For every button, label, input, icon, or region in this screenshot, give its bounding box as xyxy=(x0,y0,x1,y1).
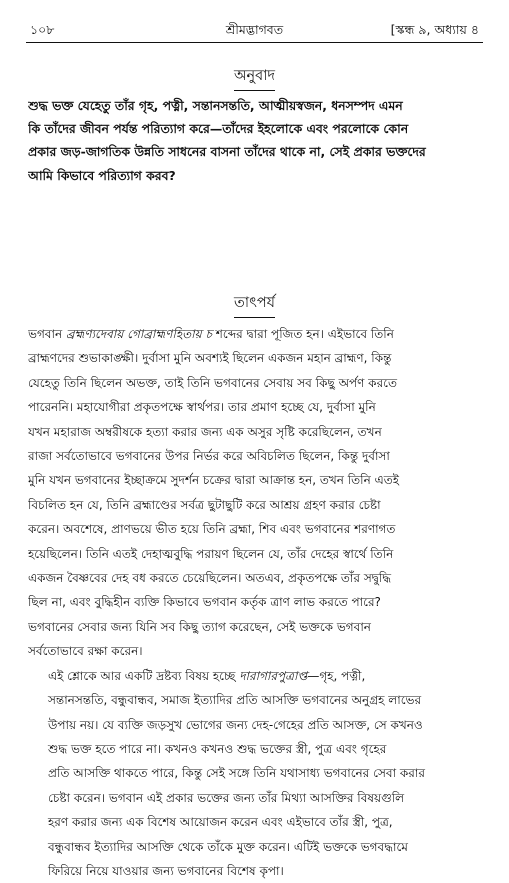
translation-text xyxy=(28,94,483,187)
chapter-reference: [স্কন্ধ ৯, অধ্যায় ৪ xyxy=(390,22,479,37)
translation-heading: অনুবাদ xyxy=(0,65,509,91)
purport-heading: তাৎপর্য xyxy=(0,292,509,318)
purport-paragraph-2 xyxy=(28,664,483,883)
purport-line: ফিরিয়ে নিয়ে যাওয়ার জন্য ভগবানের বিশেষ কৃপা। xyxy=(48,863,284,878)
purport-line: পারেননি। মহাযোগীরা প্রকৃতপক্ষে স্বার্থপর। তার প্রমাণ হচ্ছে যে, দুর্বাসা মুনি xyxy=(28,400,376,415)
sanskrit-quote: ব্রহ্মণ্যদেবায় গোব্রাহ্মণহিতায় চ xyxy=(65,327,212,341)
purport-paragraph-1 xyxy=(28,322,483,664)
purport-line: একজন বৈষ্ণবের দেহ বধ করতে চেয়েছিলেন। অতএব, প্রকৃতপক্ষে তাঁর সদ্বুদ্ধি xyxy=(28,571,392,586)
purport-line: এই শ্লোকে আর একটি দ্রষ্টব্য বিষয় হচ্ছে দারাগারপুত্রাপ্ত—গৃহ, পত্নী, xyxy=(48,668,366,683)
purport-line: মুনি যখন ভগবানের ইচ্ছাক্রমে সুদর্শন চক্রের দ্বারা আক্রান্ত হন, তখন তিনি এতই xyxy=(28,473,399,488)
purport-line: সন্তানসন্ততি, বন্ধুবান্ধব, সমাজ ইত্যাদির প্রতি আসক্তি ভগবানের অনুগ্রহ লাভের xyxy=(48,693,422,708)
page-header xyxy=(26,20,483,43)
translation-line: প্রকার জড়-জাগতিক উন্নতি সাধনের বাসনা তাঁদের থাকে না, সেই প্রকার ভক্তদের xyxy=(28,144,426,160)
purport-line: সর্বতোভাবে রক্ষা করেন। xyxy=(28,644,143,659)
book-title: শ্রীমদ্ভাগবত xyxy=(225,22,284,37)
purport-line: হরণ করার জন্য এক বিশেষ আয়োজন করেন এবং এইভাবে তাঁর স্ত্রী, পুত্র, xyxy=(48,815,393,830)
purport-line: বন্ধুবান্ধব ইত্যাদির আসক্তি থেকে তাঁকে মুক্ত করেন। এটিই ভক্তকে ভগবদ্ধামে xyxy=(48,839,408,854)
purport-line: চেষ্টা করেন। ভগবান এই প্রকার ভক্তের জন্য তাঁর মিথ্যা আসক্তির বিষয়গুলি xyxy=(48,790,405,805)
translation-line: আমি কিভাবে পরিত্যাগ করব? xyxy=(28,167,176,183)
purport-line: করেন। অবশেষে, প্রাণভয়ে ভীত হয়ে তিনি ব্রহ্মা, শিব এবং ভগবানের শরণাগত xyxy=(28,522,396,537)
purport-line: ভগবান ব্রহ্মণ্যদেবায় গোব্রাহ্মণহিতায় চ শব্দের দ্বারা পূজিত হন। এইভাবে তিনি xyxy=(28,327,394,341)
purport-text xyxy=(28,322,483,883)
purport-line: ভগবানের সেবার জন্য যিনি সব কিছু ত্যাগ করেছেন, সেই ভক্তকে ভগবান xyxy=(28,619,371,634)
page-number: ১০৮ xyxy=(30,22,55,37)
purport-line: বিচলিত হন যে, তিনি ব্রহ্মাণ্ডের সর্বত্র ছুটাছুটি করে আশ্রয় গ্রহণ করার চেষ্টা xyxy=(28,497,381,512)
translation-line: কি তাঁদের জীবন পর্যন্ত পরিত্যাগ করে—তাঁদের ইহলোকে এবং পরলোকে কোন xyxy=(28,121,409,137)
purport-line: ব্রাহ্মণদের শুভাকাঙ্ক্ষী। দুর্বাসা মুনি অবশ্যই ছিলেন একজন মহান ব্রাহ্মণ, কিন্তু xyxy=(28,351,392,366)
purport-line: যখন মহারাজ অম্বরীষকে হত্যা করার জন্য এক অসুর সৃষ্টি করেছিলেন, তখন xyxy=(28,424,382,439)
purport-line: ছিল না, এবং বুদ্ধিহীন ব্যক্তি কিভাবে ভগবান কর্তৃক ত্রাণ লাভ করতে পারে? xyxy=(28,595,381,610)
purport-line: উপায় নয়। যে ব্যক্তি জড়সুখ ভোগের জন্য দেহ-গেহের প্রতি আসক্ত, সে কখনও xyxy=(48,717,423,732)
purport-line: প্রতি আসক্তি থাকতে পারে, কিন্তু সেই সঙ্গে তিনি যথাসাধ্য ভগবানের সেবা করার xyxy=(48,766,425,781)
purport-line: শুদ্ধ ভক্ত হতে পারে না। কখনও কখনও শুদ্ধ ভক্তের স্ত্রী, পুত্র এবং গৃহের xyxy=(48,741,387,756)
translation-line: শুদ্ধ ভক্ত যেহেতু তাঁর গৃহ, পত্নী, সন্তানসন্ততি, আত্মীয়স্বজন, ধনসম্পদ এমন xyxy=(28,98,403,113)
purport-line: হয়েছিলেন। তিনি এতই দেহাত্মবুদ্ধি পরায়ণ ছিলেন যে, তাঁর দেহের স্বার্থে তিনি xyxy=(28,546,394,561)
sanskrit-quote: দারাগারপুত্রাপ্ত xyxy=(239,668,308,683)
purport-line: রাজা সর্বতোভাবে ভগবানের উপর নির্ভর করে অবিচলিত ছিলেন, কিন্তু দুর্বাসা xyxy=(28,449,390,464)
purport-line: যেহেতু তিনি ছিলেন অভক্ত, তাই তিনি ভগবানের সেবায় সব কিছু অর্পণ করতে xyxy=(28,375,397,390)
